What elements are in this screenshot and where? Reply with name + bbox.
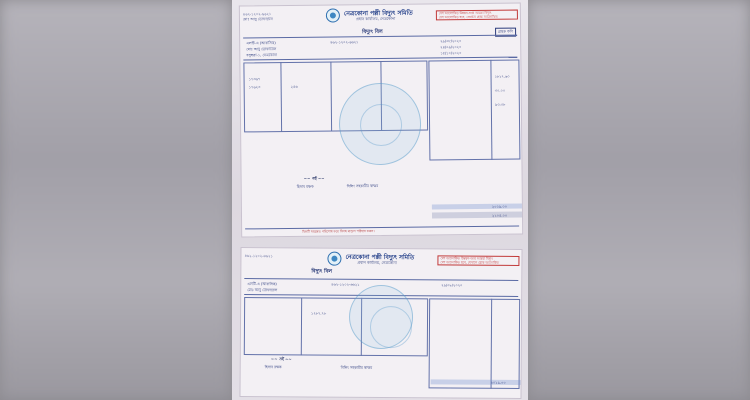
units-consumed: ২৫৬ [290,84,298,89]
slogan-box [437,255,519,266]
account-number: ৪৬২-১২০২-৬৬২১ [244,254,273,259]
office-sign-label: বিলিং সহকারীর স্বাক্ষর [346,184,379,189]
vat-amount: ৯৩.৩৮ [494,102,506,107]
late-fee-total: ২১০৫.০০ [491,213,508,218]
energy-charge: ১৮১৭.৬০ [494,74,510,79]
divider [245,226,519,230]
total-amount: ২০১৯.০০ [491,204,508,209]
late-total-band [432,212,522,219]
slogan-line-1: দেশ আলোকিত উন্নয়ন-আর আমরা বিদ্যুৎ [438,10,492,16]
bill-date-value: ২৯/০৮/২০২০ [440,39,462,44]
slogan-line-2: দেশ আলোকিত হবে, যেখানে হোক আলোকিত [440,260,500,266]
pbs-logo-icon [327,252,341,266]
blurred-background-left [0,0,232,400]
divider [244,278,518,281]
handwritten-signature: ~~ সই ~~ [270,356,292,362]
total-amount: ২০১৯.০০ [490,380,506,385]
due-date-value: ২৪/০৯/২০২০ [440,45,462,50]
area-value: বসুন্ধরা-১, নেত্রকোনা [246,53,277,58]
handwritten-signature: ~~ সই ~~ [303,175,325,181]
customer-name-value: মোঃ আবু তোফায়েল [247,288,278,293]
office-sign-label: বিলিং সহকারীর স্বাক্ষর [340,365,373,370]
bill-photo [232,0,528,400]
slogan-box [436,10,518,21]
organization-name: নেত্রকোনা পল্লী বিদ্যুৎ সমিতি [343,9,413,18]
bill-header [241,248,521,272]
total-row-band [431,379,521,385]
customer-name-header: মোঃ আবু তোফায়েল [242,17,273,22]
demand-charge: ৩০.০০ [494,88,506,93]
charges-table [429,298,521,389]
pbs-logo-icon [326,8,340,22]
slogan-line-1: দেশ আলোকিত উন্নয়ন-আর আমরা বিদ্যুৎ [440,256,494,261]
tariff-value: এলটি-এ (আবাসিক) [247,282,277,287]
watermark-seal-icon [339,83,422,166]
bill-date-value: ২৯/০৮/২০২০ [441,283,463,288]
account-number: ৪৬২-১২০২-৬৬২১ [242,12,272,17]
electricity-bill-top [239,3,523,238]
account-number-value: ৪৬২-১২০২-৬৬২১ [330,40,359,45]
account-info-block [243,12,313,23]
slogan-line-2: দেশ আলোকিত হবে, যেখানে হোক আলোকিত [438,15,498,20]
signature-label: হিসাব রক্ষক [296,184,314,189]
total-row-band [432,204,522,210]
account-number-value: ৪৬২-১২০২-৬৬২১ [331,282,360,287]
customer-copy-tag: গ্রাহক কপি [495,28,516,37]
blurred-background-right [528,0,750,400]
bill-header [240,4,520,29]
previous-reading: ১৭৩৬৭ [248,77,261,82]
electricity-bill-bottom [239,247,522,399]
present-reading: ১৭৬২৩ [248,85,261,90]
divider [243,35,517,39]
bill-title: বিদ্যুৎ বিল [362,28,383,36]
footer-notice: বিলটি সময়মত পরিশোধ করে বিলম্ব মাশুল পরিহার করুন। [302,229,375,234]
organization-name: নেত্রকোনা পল্লী বিদ্যুৎ সমিতি [345,253,415,262]
office-name: প্রধান কার্যালয়, নেত্রকোনা [357,259,397,266]
amount-value: ১২৮৭.৭৮ [311,311,327,316]
office-name: প্রধান কার্যালয়, নেত্রকোনা [355,15,396,22]
watermark-seal-icon [349,285,413,349]
bill-title: বিদ্যুৎ বিল [311,268,333,275]
tariff-value: এলটি-এ (আবাসিক) [246,41,276,46]
account-info-block [244,254,314,259]
signature-label: হিসাব রক্ষক [264,365,282,370]
late-fee-date-value: ১৫/১০/২০২০ [440,51,462,56]
customer-name-value: মোঃ আবু তোফায়েল [246,47,277,52]
